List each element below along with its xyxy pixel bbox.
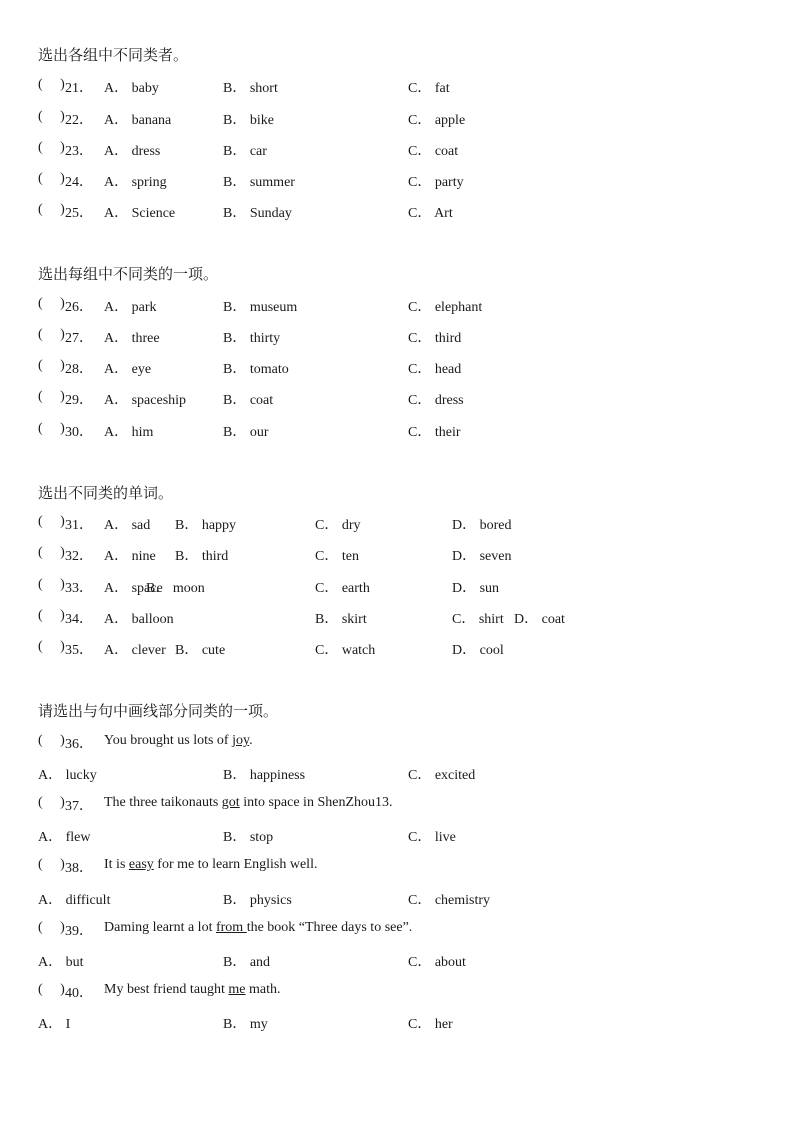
- option-a: A． clever: [104, 643, 166, 658]
- option-c: C． dry: [315, 518, 361, 533]
- answer-blank[interactable]: ( ): [38, 639, 65, 654]
- option-c: C． coat: [408, 144, 459, 159]
- question-stem: It is easy for me to learn English well.: [104, 857, 318, 872]
- option-b: B． and: [223, 955, 271, 970]
- option-a: A． spaceship: [104, 393, 187, 408]
- question-number: 24．: [65, 175, 93, 190]
- option-c: C． her: [408, 1017, 453, 1032]
- option-b: B． skirt: [315, 612, 367, 627]
- answer-options-row: [38, 889, 774, 909]
- question-number: 28．: [65, 362, 93, 377]
- question-row: [38, 77, 774, 97]
- answer-options-row: [38, 951, 774, 971]
- question-row: [38, 639, 774, 659]
- question-row: [38, 857, 774, 877]
- question-row: [38, 296, 774, 316]
- question-number: 29．: [65, 393, 93, 408]
- question-row: [38, 795, 774, 815]
- answer-blank[interactable]: ( ): [38, 171, 65, 186]
- question-number: 22．: [65, 113, 93, 128]
- question-row: [38, 421, 774, 441]
- question-number: 30．: [65, 425, 93, 440]
- underlined-word: easy: [128, 857, 154, 872]
- option-a: A． dress: [104, 144, 161, 159]
- option-c: C． elephant: [408, 300, 483, 315]
- question-row: [38, 608, 774, 628]
- option-b: B． thirty: [223, 331, 281, 346]
- option-a: A． Science: [104, 206, 176, 221]
- option-a: A． spring: [104, 175, 167, 190]
- section-heading-3: 选出不同类的单词。: [38, 486, 174, 502]
- option-a: A． I: [38, 1017, 71, 1032]
- answer-blank[interactable]: ( ): [38, 733, 65, 748]
- option-b: B． cute: [175, 643, 226, 658]
- question-row: [38, 982, 774, 1002]
- question-number: 32．: [65, 549, 93, 564]
- question-number: 34．: [65, 612, 93, 627]
- option-c: C． party: [408, 175, 464, 190]
- question-row: [38, 733, 774, 753]
- option-b: B． happiness: [223, 768, 306, 783]
- option-c: C． watch: [315, 643, 376, 658]
- answer-blank[interactable]: ( ): [38, 327, 65, 342]
- question-number: 25．: [65, 206, 93, 221]
- underlined-word: me: [228, 982, 246, 997]
- option-d: D． coat: [514, 612, 565, 627]
- option-b: B． stop: [223, 830, 274, 845]
- question-number: 23．: [65, 144, 93, 159]
- option-c: C． ten: [315, 549, 359, 564]
- answer-blank[interactable]: ( ): [38, 358, 65, 373]
- question-stem: My best friend taught me math.: [104, 982, 281, 997]
- underlined-word: from: [215, 920, 247, 935]
- option-b: B． museum: [223, 300, 298, 315]
- option-b: B． short: [223, 81, 278, 96]
- option-c: C． fat: [408, 81, 450, 96]
- question-number: 26．: [65, 300, 93, 315]
- question-row: [38, 920, 774, 940]
- answer-blank[interactable]: ( ): [38, 389, 65, 404]
- option-a: A． flew: [38, 830, 91, 845]
- question-number: 37．: [65, 799, 93, 814]
- option-a: A． three: [104, 331, 160, 346]
- question-stem: You brought us lots of joy.: [104, 733, 253, 748]
- answer-blank[interactable]: ( ): [38, 857, 65, 872]
- answer-blank[interactable]: ( ): [38, 140, 65, 155]
- question-stem: The three taikonauts got into space in ShenZhou13.: [104, 795, 393, 810]
- option-d: D． seven: [452, 549, 512, 564]
- option-c: C． about: [408, 955, 466, 970]
- option-c: C． excited: [408, 768, 476, 783]
- answer-options-row: [38, 1013, 774, 1033]
- question-row: [38, 389, 774, 409]
- option-b: B． bike: [223, 113, 274, 128]
- option-b: B． physics: [223, 893, 292, 908]
- answer-options-row: [38, 826, 774, 846]
- option-b: B． coat: [223, 393, 274, 408]
- question-row: [38, 577, 774, 597]
- underlined-word: got: [221, 795, 240, 810]
- option-d: D． bored: [452, 518, 512, 533]
- option-a: A． but: [38, 955, 84, 970]
- question-row: [38, 140, 774, 160]
- option-a: A． balloon: [104, 612, 174, 627]
- option-a: A． baby: [104, 81, 159, 96]
- question-row: [38, 358, 774, 378]
- option-c: C． chemistry: [408, 893, 491, 908]
- option-b: B． summer: [223, 175, 295, 190]
- question-number: 33．: [65, 581, 93, 596]
- answer-blank[interactable]: ( ): [38, 545, 65, 560]
- option-b: B． car: [223, 144, 267, 159]
- option-c: C． dress: [408, 393, 464, 408]
- option-c: C． head: [408, 362, 462, 377]
- option-a: A． him: [104, 425, 154, 440]
- question-number: 38．: [65, 861, 93, 876]
- option-a: A． space: [104, 581, 163, 596]
- option-c: C． apple: [408, 113, 466, 128]
- question-number: 27．: [65, 331, 93, 346]
- question-number: 40．: [65, 986, 93, 1001]
- answer-blank[interactable]: ( ): [38, 77, 65, 92]
- option-b: B． third: [175, 549, 229, 564]
- option-b: B． my: [223, 1017, 268, 1032]
- option-a: A． eye: [104, 362, 152, 377]
- answer-blank[interactable]: ( ): [38, 514, 65, 529]
- question-row: [38, 171, 774, 191]
- answer-blank[interactable]: ( ): [38, 982, 65, 997]
- option-a: A． sad: [104, 518, 151, 533]
- answer-blank[interactable]: ( ): [38, 109, 65, 124]
- option-a: A． park: [104, 300, 157, 315]
- question-row: [38, 202, 774, 222]
- option-b: B． happy: [175, 518, 237, 533]
- option-a: A． nine: [104, 549, 156, 564]
- option-c: C． their: [408, 425, 461, 440]
- section-heading-2: 选出每组中不同类的一项。: [38, 267, 219, 283]
- option-c: C． Art: [408, 206, 453, 221]
- option-d: D． cool: [452, 643, 504, 658]
- answer-blank[interactable]: ( ): [38, 577, 65, 592]
- answer-blank[interactable]: ( ): [38, 920, 65, 935]
- option-c: C． third: [408, 331, 462, 346]
- answer-blank[interactable]: ( ): [38, 795, 65, 810]
- question-row: [38, 327, 774, 347]
- question-number: 35．: [65, 643, 93, 658]
- question-stem: Daming learnt a lot from the book “Three days to see”.: [104, 920, 413, 935]
- question-row: [38, 545, 774, 565]
- answer-blank[interactable]: ( ): [38, 296, 65, 311]
- underlined-word: joy: [232, 733, 250, 748]
- option-b: B． moon: [146, 581, 205, 596]
- question-number: 39．: [65, 924, 93, 939]
- answer-options-row: [38, 764, 774, 784]
- question-number: 21．: [65, 81, 93, 96]
- question-row: [38, 109, 774, 129]
- question-row: [38, 514, 774, 534]
- option-c: C． live: [408, 830, 456, 845]
- option-d: D． sun: [452, 581, 500, 596]
- question-number: 31．: [65, 518, 93, 533]
- option-a: A． lucky: [38, 768, 97, 783]
- option-a: A． banana: [104, 113, 172, 128]
- option-b: B． tomato: [223, 362, 289, 377]
- option-b: B． our: [223, 425, 269, 440]
- option-b: B． Sunday: [223, 206, 292, 221]
- question-number: 36．: [65, 737, 93, 752]
- section-heading-1: 选出各组中不同类者。: [38, 48, 189, 64]
- option-a: A． difficult: [38, 893, 111, 908]
- option-c: C． shirt: [452, 612, 504, 627]
- answer-blank[interactable]: ( ): [38, 421, 65, 436]
- answer-blank[interactable]: ( ): [38, 202, 65, 217]
- section-heading-4: 请选出与句中画线部分同类的一项。: [38, 704, 279, 720]
- option-c: C． earth: [315, 581, 370, 596]
- answer-blank[interactable]: ( ): [38, 608, 65, 623]
